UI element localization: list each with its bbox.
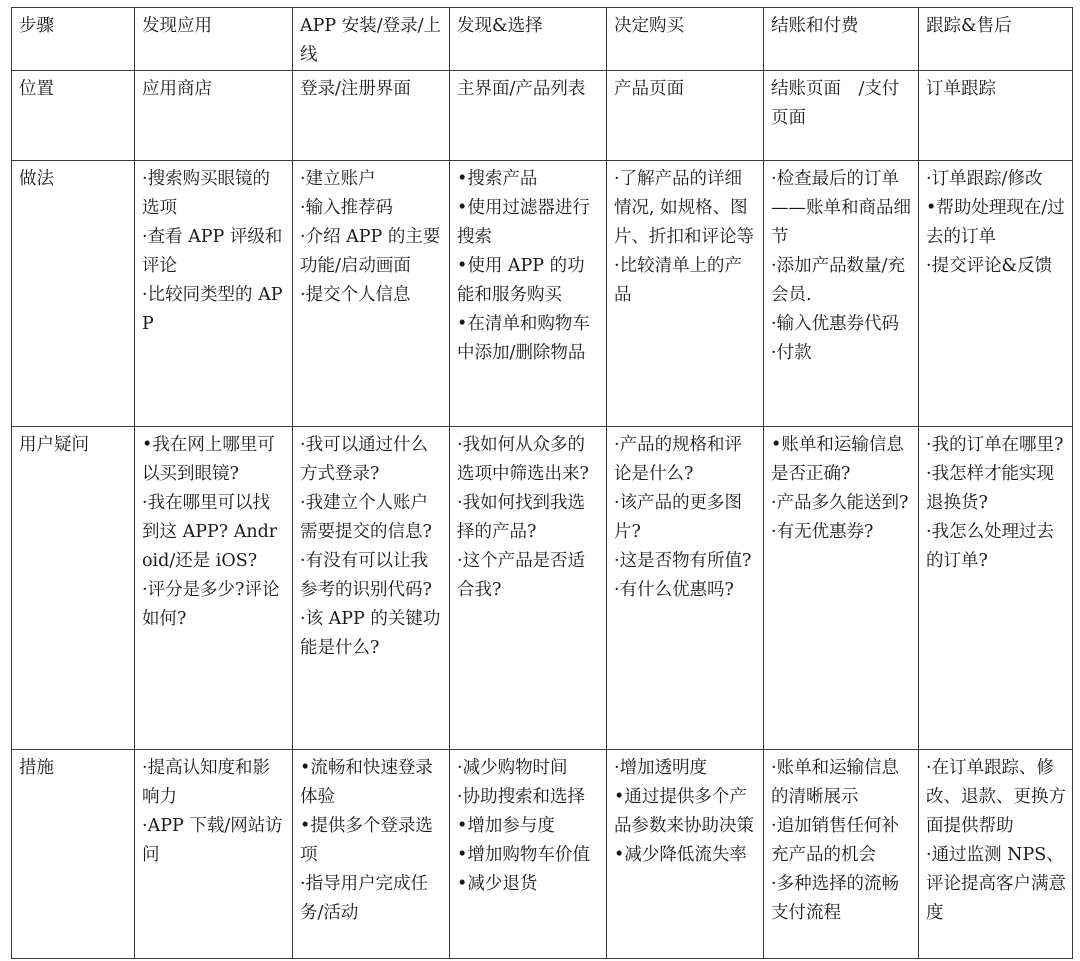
cell-line: ·指导用户完成任务/活动	[300, 874, 429, 923]
table-row	[12, 8, 1073, 71]
cell-line: ·产品多久能送到?	[771, 493, 909, 513]
cell-line: ·多种选择的流畅支付流程	[771, 874, 900, 923]
cell-line: 产品页面	[614, 79, 684, 99]
cell-line: •减少退货	[457, 874, 538, 894]
table-cell	[919, 427, 1073, 750]
cell-line: ·提交评论&反馈	[926, 256, 1053, 276]
cell-line: ·查看 APP 评级和评论	[142, 227, 283, 276]
cell-line: ·我在哪里可以找到这 APP? Android/还是 iOS?	[142, 493, 278, 571]
cell-line: ·该 APP 的关键功能是什么?	[300, 609, 441, 658]
cell-line: ·该产品的更多图片?	[614, 493, 743, 542]
row-label-steps: 步骤	[12, 8, 135, 71]
cell-line: 跟踪&售后	[926, 16, 1012, 36]
table-row	[12, 750, 1073, 959]
cell-line: •搜索产品	[457, 169, 538, 189]
cell-line: ·输入优惠券代码	[771, 314, 900, 334]
table-cell	[919, 750, 1073, 959]
table-cell	[293, 427, 450, 750]
cell-line: ·订单跟踪/修改	[926, 169, 1043, 189]
cell-line: 应用商店	[142, 79, 212, 99]
cell-line: 发现&选择	[457, 16, 543, 36]
cell-line: ·提交个人信息	[300, 285, 411, 305]
cell-line: 主界面/产品列表	[457, 79, 586, 99]
cell-line: 结账和付费	[771, 16, 859, 36]
cell-line: •提供多个登录选项	[300, 816, 433, 865]
table-cell	[764, 71, 919, 161]
row-label-location: 位置	[12, 71, 135, 161]
table-cell	[293, 71, 450, 161]
table-cell	[607, 427, 764, 750]
cell-line: •通过提供多个产品参数来协助决策	[614, 787, 754, 836]
table-cell	[450, 71, 607, 161]
table-cell	[293, 161, 450, 427]
cell-line: ·我建立个人账户需要提交的信息?	[300, 493, 432, 542]
cell-line: ·建立账户	[300, 169, 376, 189]
cell-line: •帮助处理现在/过去的订单	[926, 198, 1065, 247]
cell-line: 订单跟踪	[926, 79, 996, 99]
cell-line: ·了解产品的详细情况, 如规格、图片、折扣和评论等	[614, 169, 754, 247]
cell-line: 决定购买	[614, 16, 684, 36]
cell-line: ·APP 下载/网站访问	[142, 816, 283, 865]
table-cell	[919, 8, 1073, 71]
table-cell	[135, 750, 293, 959]
cell-line: •在清单和购物车中添加/删除物品	[457, 314, 590, 363]
table-cell	[919, 161, 1073, 427]
table-cell	[607, 161, 764, 427]
cell-line: ·我怎么处理过去的订单?	[926, 522, 1055, 571]
cell-line: ·比较清单上的产品	[614, 256, 743, 305]
cell-line: ·添加产品数量/充会员.	[771, 256, 905, 305]
cell-line: ·比较同类型的 APP	[142, 285, 283, 334]
cell-line: ·减少购物时间	[457, 758, 568, 778]
cell-line: ·产品的规格和评论是什么?	[614, 435, 743, 484]
cell-line: ·检查最后的订单——账单和商品细节	[771, 169, 911, 247]
cell-line: ·提高认知度和影响力	[142, 758, 271, 807]
cell-line: ·搜索购买眼镜的选项	[142, 169, 271, 218]
cell-line: APP 安装/登录/上线	[300, 16, 442, 65]
table-cell	[919, 71, 1073, 161]
cell-line: ·输入推荐码	[300, 198, 394, 218]
table-row	[12, 161, 1073, 427]
cell-line: •我在网上哪里可以买到眼镜?	[142, 435, 275, 484]
table-body	[12, 8, 1073, 959]
cell-line: •减少降低流失率	[614, 845, 747, 865]
cell-line: •流畅和快速登录体验	[300, 758, 433, 807]
cell-line: ·有无优惠券?	[771, 522, 874, 542]
cell-line: ·追加销售任何补充产品的机会	[771, 816, 900, 865]
table-cell	[607, 8, 764, 71]
cell-line: ·增加透明度	[614, 758, 708, 778]
table-row	[12, 71, 1073, 161]
cell-line: ·协助搜索和选择	[457, 787, 586, 807]
row-label-measures: 措施	[12, 750, 135, 959]
cell-line: ·有什么优惠吗?	[614, 580, 734, 600]
cell-line: •使用 APP 的功能和服务购买	[457, 256, 585, 305]
table-cell	[450, 750, 607, 959]
table-row	[12, 427, 1073, 750]
cell-line: ·这是否物有所值?	[614, 551, 752, 571]
cell-line: •使用过滤器进行搜索	[457, 198, 590, 247]
cell-line: •增加购物车价值	[457, 845, 590, 865]
table-cell	[607, 71, 764, 161]
table-cell	[135, 161, 293, 427]
table-cell	[764, 161, 919, 427]
table-cell	[764, 427, 919, 750]
table-cell	[450, 427, 607, 750]
cell-line: ·通过监测 NPS、评论提高客户满意度	[926, 845, 1066, 923]
table-cell	[450, 161, 607, 427]
cell-line: ·我怎样才能实现退换货?	[926, 464, 1055, 513]
cell-line: 登录/注册界面	[300, 79, 411, 99]
cell-line: ·评分是多少?评论如何?	[142, 580, 280, 629]
cell-line: ·我的订单在哪里?	[926, 435, 1064, 455]
customer-journey-table	[11, 7, 1073, 959]
cell-line: ·我可以通过什么方式登录?	[300, 435, 429, 484]
cell-line: •账单和运输信息是否正确?	[771, 435, 904, 484]
cell-line: ·在订单跟踪、修改、退款、更换方面提供帮助	[926, 758, 1066, 836]
table-cell	[764, 8, 919, 71]
table-cell	[135, 8, 293, 71]
cell-line: ·我如何找到我选择的产品?	[457, 493, 586, 542]
row-label-actions: 做法	[12, 161, 135, 427]
table-cell	[450, 8, 607, 71]
table-cell	[764, 750, 919, 959]
cell-line: 结账页面 /支付页面	[771, 79, 900, 128]
row-label-user-questions: 用户疑问	[12, 427, 135, 750]
table-cell	[293, 8, 450, 71]
table-cell	[135, 71, 293, 161]
cell-line: 发现应用	[142, 16, 212, 36]
cell-line: ·介绍 APP 的主要功能/启动画面	[300, 227, 441, 276]
cell-line: ·这个产品是否适合我?	[457, 551, 586, 600]
table-cell	[607, 750, 764, 959]
cell-line: •增加参与度	[457, 816, 555, 836]
table-cell	[293, 750, 450, 959]
cell-line: ·账单和运输信息的清晰展示	[771, 758, 900, 807]
cell-line: ·我如何从众多的选项中筛选出来?	[457, 435, 589, 484]
cell-line: ·有没有可以让我参考的识别代码?	[300, 551, 432, 600]
cell-line: ·付款	[771, 343, 812, 363]
table-cell	[135, 427, 293, 750]
